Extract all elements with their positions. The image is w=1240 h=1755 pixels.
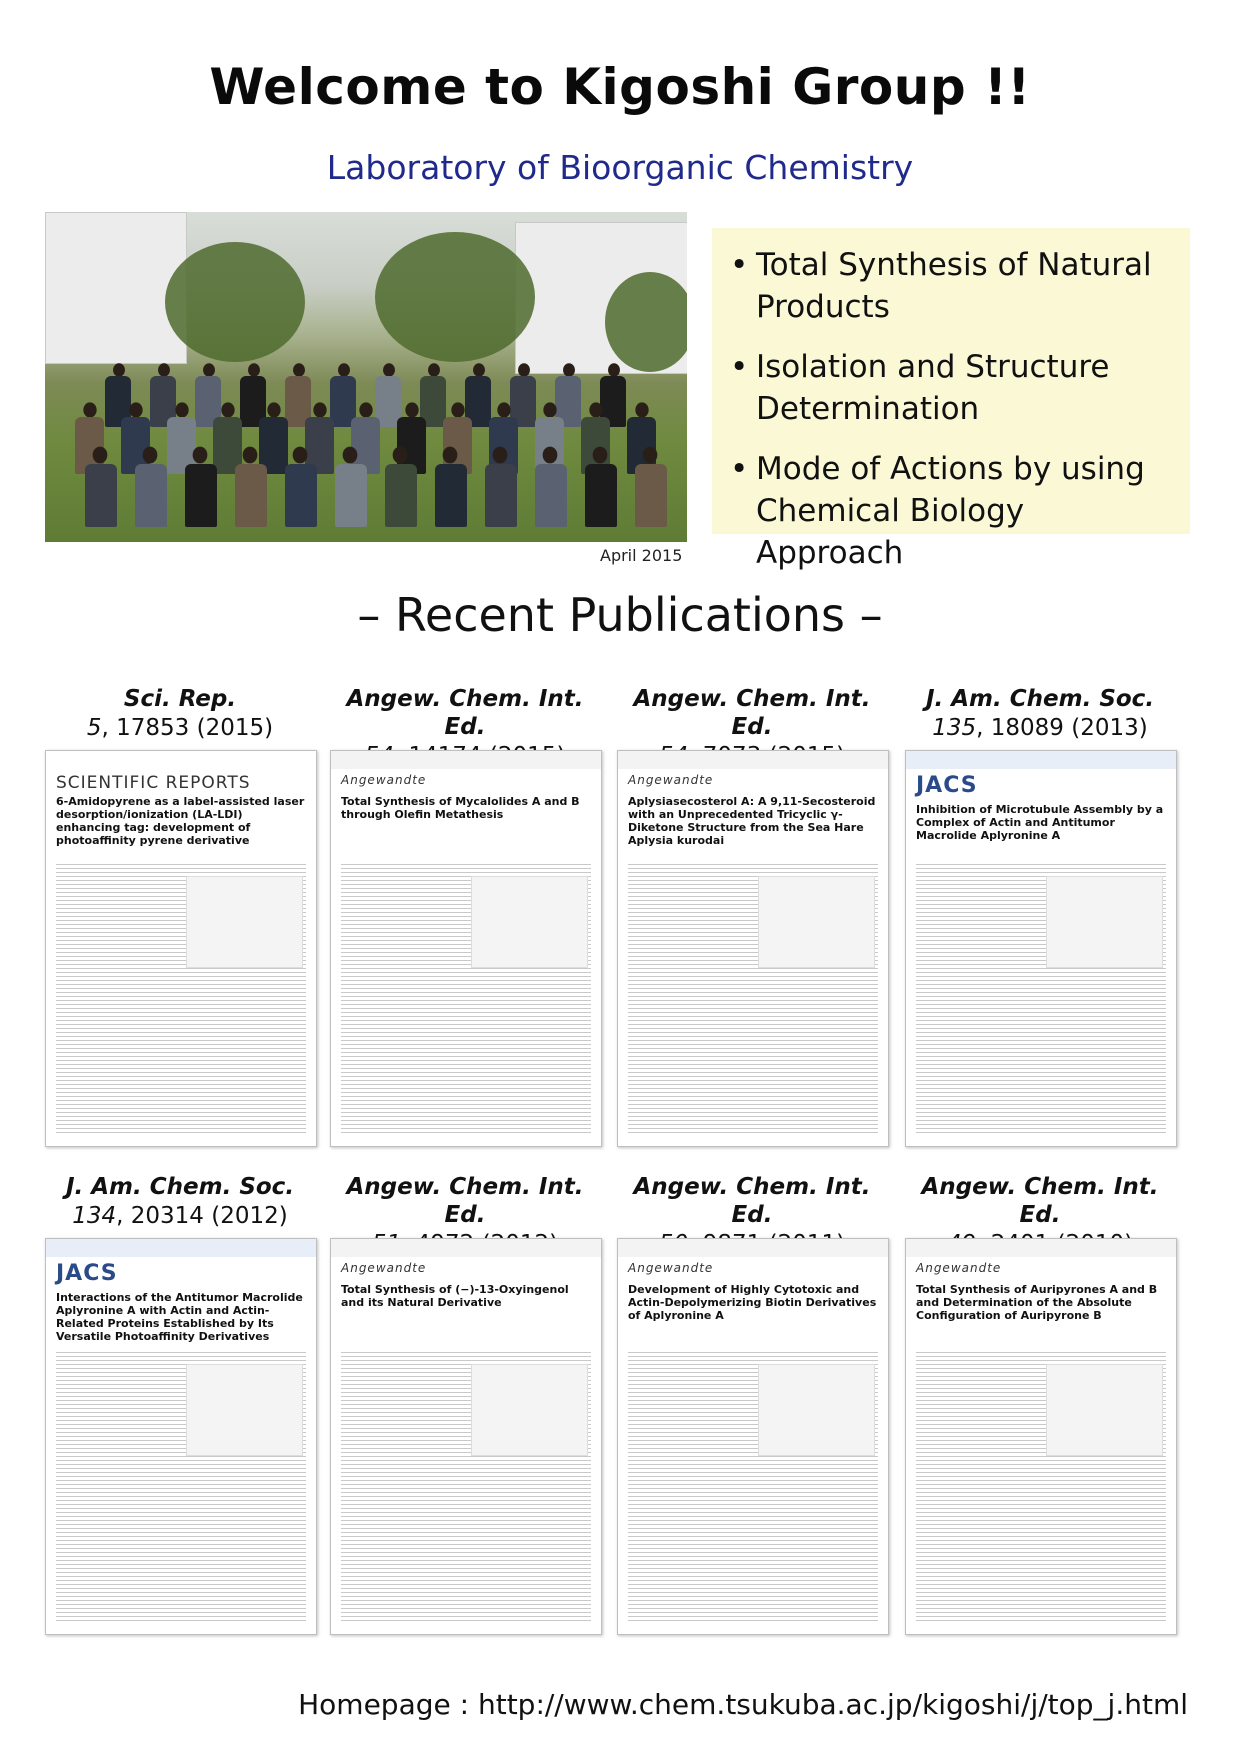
research-topics-list [712,228,1190,574]
person-body [285,464,317,527]
person-body [185,464,217,527]
paper-header-band [618,1239,888,1257]
person-head [518,363,530,377]
bullet-icon: • [730,349,749,385]
person-head [543,402,556,417]
paper-figure [758,1364,875,1456]
person-body [435,464,467,527]
paper-header-band [46,1239,316,1257]
person-head [193,447,208,464]
person-body [135,464,167,527]
publication [40,685,320,743]
paper-header-band [331,1239,601,1257]
journal-logo: Angewandte [916,1261,1002,1275]
person-head [248,363,260,377]
journal-name: Angew. Chem. Int. Ed. [633,1174,871,1228]
paper-figure [1046,1364,1163,1456]
journal-name: Angew. Chem. Int. Ed. [921,1174,1159,1228]
volume: 134 [72,1203,117,1229]
person-head [93,447,108,464]
person-body [85,464,117,527]
citation [40,713,320,743]
paper-thumbnail[interactable] [905,750,1177,1147]
person-head [563,363,575,377]
journal-name: Angew. Chem. Int. Ed. [346,686,584,740]
person-head [203,363,215,377]
paper-header-band [906,1239,1176,1257]
photo-tree [375,232,535,362]
journal-logo: Angewandte [628,773,714,787]
journal-name: Angew. Chem. Int. Ed. [633,686,871,740]
paper-title: 6-Amidopyrene as a label-assisted laser desorption/ionization (LA-LDI) enhancing tag: development of photoaffinity pyrene derivative [56,795,305,847]
paper-title: Total Synthesis of (−)-13-Oxyingenol and its Natural Derivative [341,1283,569,1309]
paper-figure [1046,876,1163,968]
person-body [385,464,417,527]
page-title: Welcome to Kigoshi Group !! [209,58,1031,116]
person-head [175,402,188,417]
citation [40,1201,320,1231]
paper-header-band [331,751,601,769]
paper-thumbnail[interactable] [330,750,602,1147]
person-body [535,464,567,527]
lab-subtitle: Laboratory of Bioorganic Chemistry [326,148,914,187]
person-head [129,402,142,417]
person-head [243,447,258,464]
person-head [221,402,234,417]
person-head [293,363,305,377]
paper-figure [758,876,875,968]
research-topic: • Mode of Actions by using Chemical Biology Approach [712,448,1190,574]
person-head [473,363,485,377]
person-head [383,363,395,377]
person-head [635,402,648,417]
volume: 135 [932,715,977,741]
paper-header-band [46,751,316,769]
paper-title: Total Synthesis of Mycalolides A and B through Olefin Metathesis [341,795,580,821]
paper-thumbnail[interactable] [617,1238,889,1635]
paper-thumbnail[interactable] [330,1238,602,1635]
paper-title: Total Synthesis of Auripyrones A and B and Determination of the Absolute Configuration of Auripyrone B [916,1283,1158,1322]
journal-logo: SCIENTIFIC REPORTS [56,773,251,793]
person-head [313,402,326,417]
person-body [485,464,517,527]
research-topics-box [712,228,1190,571]
pages-year: , 17853 (2015) [101,715,274,741]
volume: 5 [86,715,102,741]
publications-heading: – Recent Publications – [357,588,883,642]
person-body [635,464,667,527]
paper-header-band [906,751,1176,769]
person-head [143,447,158,464]
person-head [428,363,440,377]
paper-title: Interactions of the Antitumor Macrolide Aplyronine A with Actin and Actin-Related Proteins Established by Its Versatile Photoaffinity Derivatives [56,1291,303,1343]
paper-title: Inhibition of Microtubule Assembly by a Complex of Actin and Antitumor Macrolide Aplyronine A [916,803,1164,842]
person-head [359,402,372,417]
group-photo [45,212,687,542]
paper-figure [471,1364,588,1456]
journal-logo: JACS [56,1261,118,1286]
bullet-icon: • [730,247,749,283]
person-head [338,363,350,377]
photo-caption: April 2015 [600,546,683,565]
person-head [113,363,125,377]
person-head [405,402,418,417]
photo-tree [605,272,687,372]
journal-logo: Angewandte [628,1261,714,1275]
paper-thumbnail[interactable] [905,1238,1177,1635]
citation [900,713,1180,743]
person-body [585,464,617,527]
paper-figure [186,876,303,968]
pages-year: , 20314 (2012) [116,1203,288,1229]
photo-tree [165,242,305,362]
paper-thumbnail[interactable] [45,1238,317,1635]
journal-name: Sci. Rep. [123,686,237,712]
paper-title: Aplysiasecosterol A: A 9,11-Secosteroid with an Unprecedented Tricyclic γ-Diketone Structure from the Sea Hare Aplysia kurodai [628,795,876,847]
person-head [267,402,280,417]
bullet-icon: • [730,451,749,487]
person-head [451,402,464,417]
person-body [235,464,267,527]
person-head [83,402,96,417]
publication [40,1173,320,1231]
homepage-link[interactable]: Homepage : http://www.chem.tsukuba.ac.jp/kigoshi/j/top_j.html [298,1688,1188,1721]
journal-name: J. Am. Chem. Soc. [925,686,1155,712]
paper-figure [471,876,588,968]
paper-thumbnail[interactable] [45,750,317,1147]
paper-figure [186,1364,303,1456]
paper-title: Development of Highly Cytotoxic and Actin-Depolymerizing Biotin Derivatives of Aplyronine A [628,1283,877,1322]
publication [900,685,1180,743]
person-head [158,363,170,377]
person-body [335,464,367,527]
person-head [643,447,658,464]
pages-year: , 18089 (2013) [976,715,1148,741]
person-head [589,402,602,417]
research-topic: • Isolation and Structure Determination [712,346,1190,430]
person-head [497,402,510,417]
paper-header-band [618,751,888,769]
journal-logo: Angewandte [341,1261,427,1275]
journal-name: Angew. Chem. Int. Ed. [346,1174,584,1228]
person-head [608,363,620,377]
journal-name: J. Am. Chem. Soc. [65,1174,295,1200]
paper-thumbnail[interactable] [617,750,889,1147]
research-topic: • Total Synthesis of Natural Products [712,244,1190,328]
journal-logo: Angewandte [341,773,427,787]
journal-logo: JACS [916,773,978,798]
